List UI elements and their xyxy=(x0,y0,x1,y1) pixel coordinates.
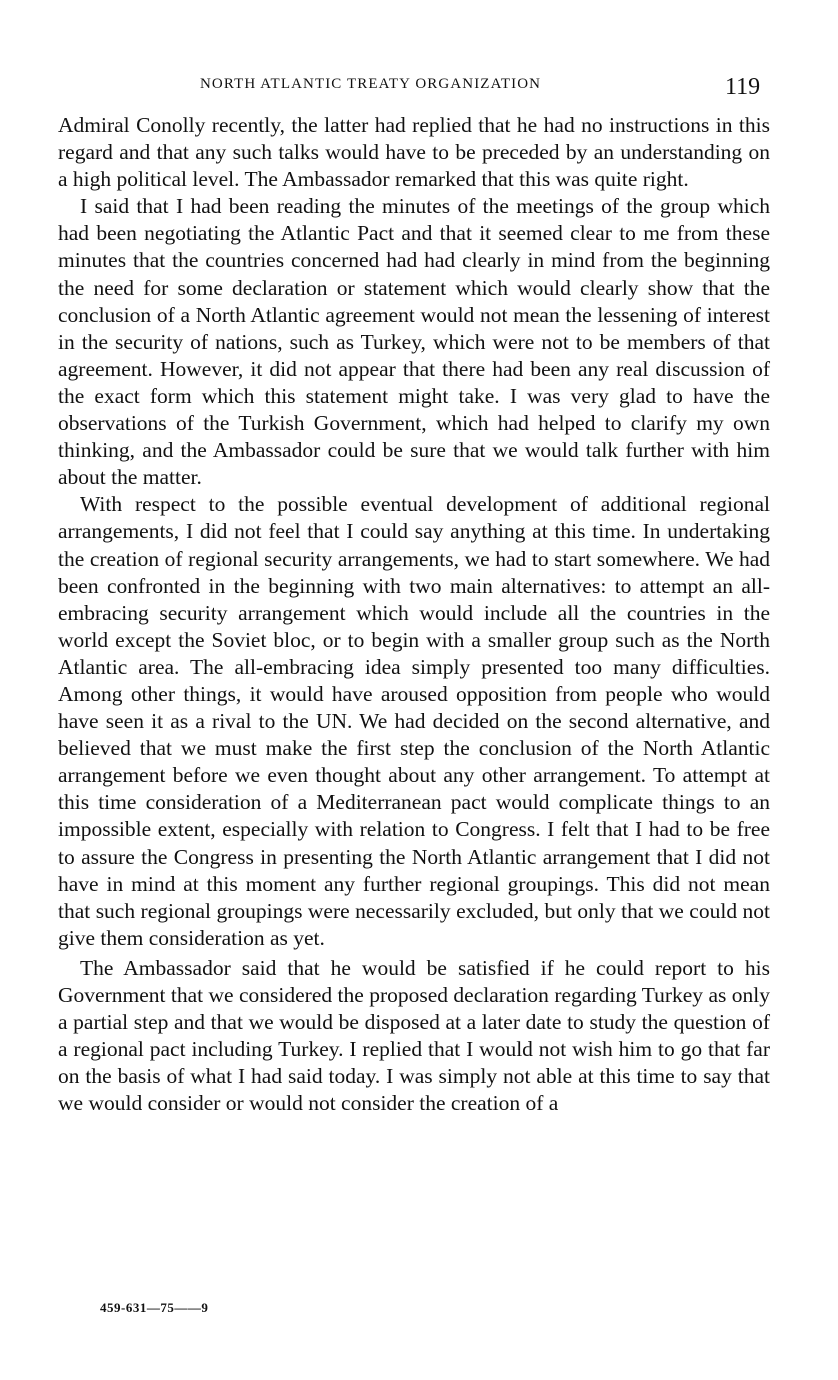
paragraph-1: Admiral Conolly recently, the latter had replied that he had no instructions in this regard and that any such talks would have to be preceded by an understanding on a high political level. The Ambassador remarked that this was quite right. xyxy=(58,113,770,192)
page-number: 119 xyxy=(725,74,761,100)
body-text xyxy=(58,112,770,1117)
paragraph-3: With respect to the possible eventual development of additional regional arrangements, I did not feel that I could say anything at this time. In undertaking the creation of regional security arrangements, we had to start somewhere. We had been confronted in the beginning with two main alternatives: to attempt an all-embracing security arrangement which would include all the countries in the world except the Soviet bloc, or to begin with a smaller group such as the North Atlantic area. The all-embracing idea simply presented too many difficulties. Among other things, it would have aroused opposition from people who would have seen it as a rival to the UN. We had decided on the second alternative, and believed that we must make the first step the conclusion of the North Atlantic arrangement before we even thought about any other arrangement. To attempt at this time consideration of a Mediterranean pact would complicate things to an impossible extent, especially with relation to Congress. I felt that I had to be free to assure the Congress in presenting the North Atlantic arrangement that I did not have in mind at this moment any further regional groupings. This did not mean that such regional groupings were necessarily excluded, but only that we could not give them consideration as yet. xyxy=(58,492,770,950)
printer-code: 459-631—75——9 xyxy=(100,1300,209,1315)
paragraph-2: I said that I had been reading the minutes of the meetings of the group which had been negotiating the Atlantic Pact and that it seemed clear to me from these minutes that the countries concerned had had clearly in mind from the beginning the need for some declaration or statement which would clearly show that the conclusion of a North Atlantic agreement would not mean the lessening of interest in the security of nations, such as Turkey, which were not to be members of that agreement. However, it did not appear that there had been any real discussion of the exact form which this statement might take. I was very glad to have the observations of the Turkish Government, which had helped to clarify my own thinking, and the Ambassador could be sure that we would talk further with him about the matter. xyxy=(58,194,770,490)
running-header-title: NORTH ATLANTIC TREATY ORGANIZATION xyxy=(200,76,542,92)
paragraph-4: The Ambassador said that he would be satisfied if he could report to his Government that we considered the proposed declaration regarding Turkey as only a partial step and that we would be disposed at a later date to study the question of a regional pact including Turkey. I replied that I would not wish him to go that far on the basis of what I had said today. I was simply not able at this time to say that we would consider or would not consider the creation of a xyxy=(58,955,770,1116)
